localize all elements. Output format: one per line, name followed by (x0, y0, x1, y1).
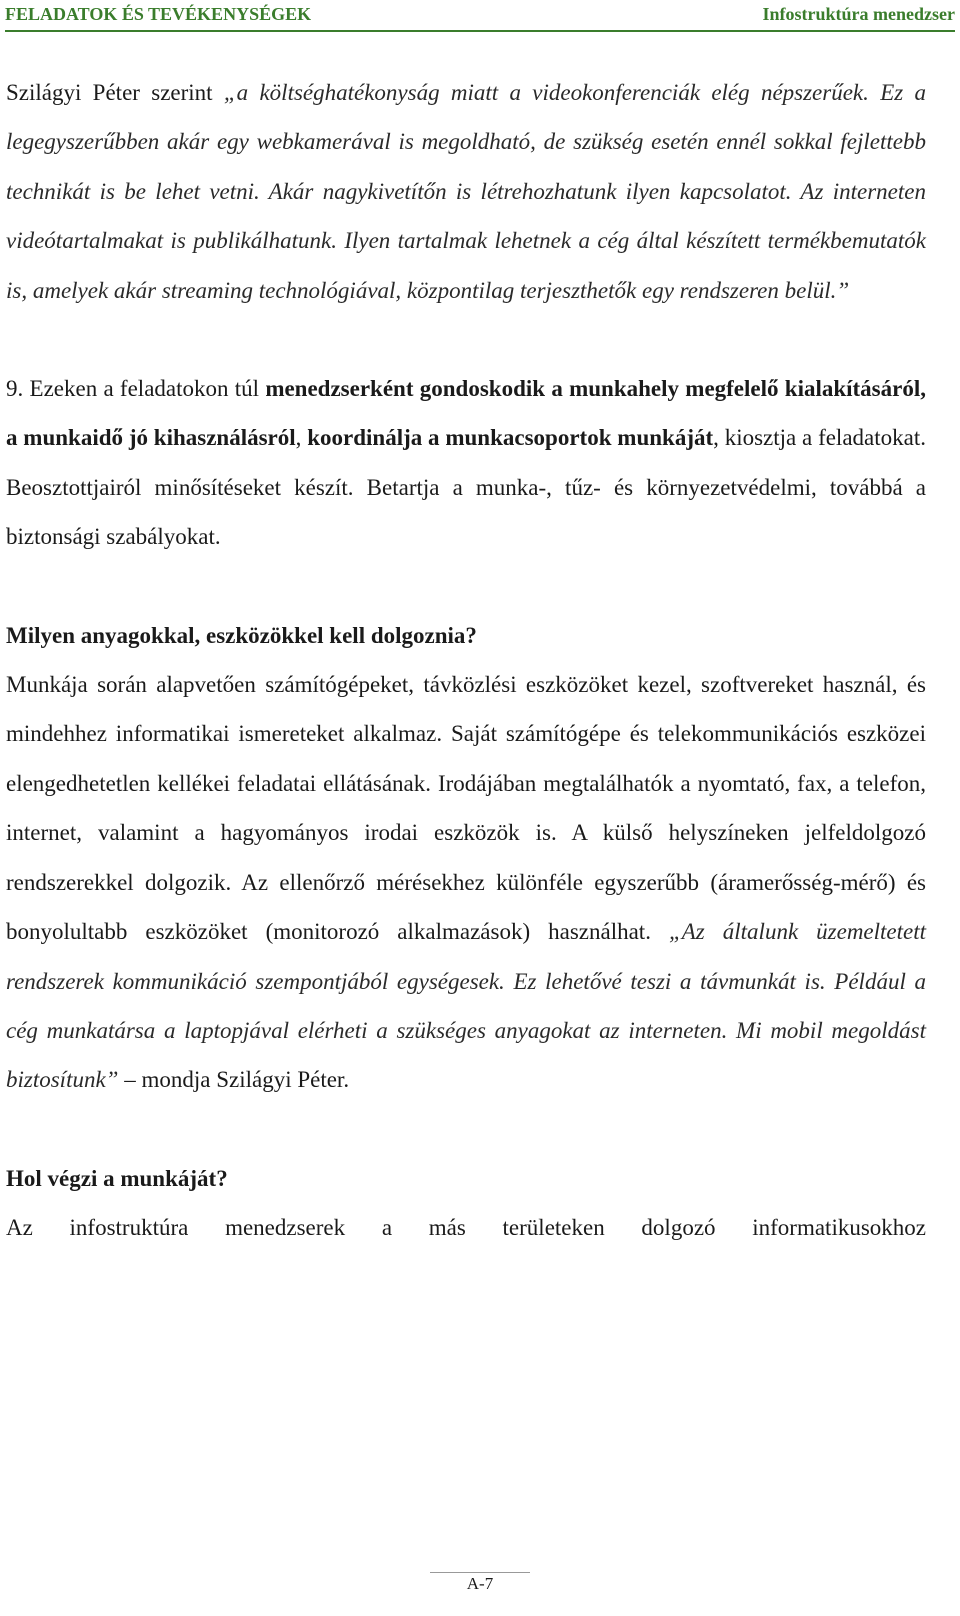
paragraph-tools (6, 660, 926, 1105)
section-heading-workplace: Hol végzi a munkáját? (6, 1165, 228, 1191)
spacer (6, 562, 926, 611)
page-header (5, 0, 955, 32)
paragraph-workplace: Az infostruktúra menedzserek a más területeken dolgozó informatikusokhoz (6, 1215, 926, 1241)
paragraph-text: 9. Ezeken a feladatokon túl (6, 376, 266, 402)
section-heading-tools: Milyen anyagokkal, eszközökkel kell dolgoznia? (6, 622, 477, 648)
paragraph-tasks (6, 364, 926, 562)
bold-text: menedzserként gondoskodik a munkahely megfelelő kialakításáról, a munkaidő jó kihasználásról (6, 376, 926, 451)
paragraph-quote-intro (6, 68, 926, 315)
paragraph-text: Munkája során alapvetően számítógépeket, távközlési eszközöket kezel, szoftvereket használ, és mindehhez informatikai ismereteket alkalmaz. Saját számítógépe és telekommunikációs eszközei elengedhetetlen kellékei feladatai ellátásának. Irodájában megtalálhatók a nyomtató, fax, a telefon, internet, valamint a hagyományos irodai eszközök is. A külső helyszíneken jelfeldolgozó rendszerekkel dolgozik. Az ellenőrző mérésekhez különféle egyszerűbb (áramerősség-mérő) és bonyolultabb eszközöket (monitorozó alkalmazások) használhat. (6, 672, 926, 945)
footer-divider (430, 1572, 530, 1573)
quote-text: „Az általunk üzemeltetett rendszerek kommunikáció szempontjából egységesek. Ez lehetővé teszi a távmunkát is. Például a cég munkatársa a laptopjával elérheti a szükséges anyagokat az interneten. Mi mobil megoldást biztosítunk” (6, 919, 927, 1093)
page-number: A-7 (466, 1574, 494, 1593)
paragraph-text: – mondja Szilágyi Péter. (118, 1067, 350, 1093)
document-body (6, 68, 926, 1253)
paragraph-text: , (295, 425, 308, 451)
spacer (6, 315, 926, 364)
header-section-title: FELADATOK ÉS TEVÉKENYSÉGEK (5, 4, 312, 24)
spacer (6, 1105, 926, 1154)
bold-text: koordinálja a munkacsoportok munkáját (307, 425, 714, 451)
header-job-title: Infostruktúra menedzser (762, 4, 955, 24)
paragraph-text: , kiosztja a feladatokat. Beosztottjairól minősítéseket készít. Betartja a munka-, tűz- és környezetvédelmi, továbbá a biztonsági szabályokat. (6, 425, 926, 550)
paragraph-prefix: Szilágyi Péter szerint (6, 80, 224, 105)
quote-text: „a költséghatékonyság miatt a videokonferenciák elég népszerűek. Ez a legegyszerűbben akár egy webkamerával is megoldható, de szükség esetén ennél sokkal fejlettebb technikát is be lehet vetni. Akár nagykivetítőn is létrehozhatunk ilyen kapcsolatot. Az interneten videótartalmakat is publikálhatunk. Ilyen tartalmak lehetnek a cég által készített termékbemutatók is, amelyek akár streaming technológiával, központilag terjeszthetők egy rendszeren belül.” (6, 80, 926, 303)
